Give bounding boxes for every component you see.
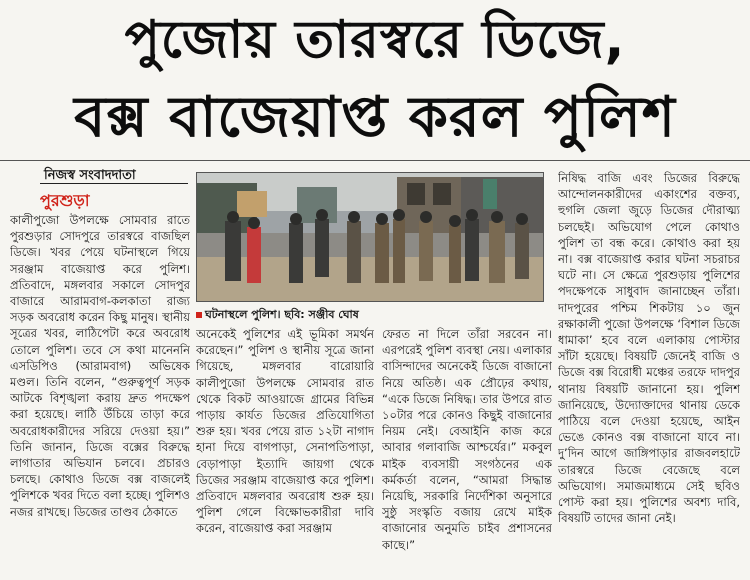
article-column-4 <box>558 170 740 572</box>
caption-credit: ছবি: সঞ্জীব ঘোষ <box>284 308 359 321</box>
news-photo <box>196 172 544 302</box>
photo-caption <box>196 306 359 325</box>
headline-line-1: পুজোয় তারস্বরে ডিজে, <box>124 10 626 70</box>
byline: নিজস্ব সংবাদদাতা <box>44 168 136 183</box>
article-column-2 <box>196 326 374 572</box>
byline-rule <box>40 183 188 184</box>
column-3-text: ফেরত না দিলে তাঁরা সরবেন না। এরপরেই পুলিশ ব্যবস্থা নেয়। এলাকার বাসিন্দাদের অনেকেই ডিজে বাজানো নিয়ে অতিষ্ঠ। এক প্রৌঢ়ের কথায়, “একে ডিজে নিষিদ্ধ। তার উপরে রাত ১০টার পরে কোনও কিছুই বাজানোর নিয়ম নেই। বেআইনি কাজ করে আবার গলাবাজি আশ্চর্যের।” মকবুল মাইক ব্যবসায়ী সংগঠনের এক কর্মকর্তা বলেন, “আমরা সিদ্ধান্ত নিয়েছি, সরকারি নির্দেশিকা অনুসারে সুষ্ঠু সংস্কৃতি বজায় রেখে মাইক বাজানোর অনুমতি চাইব প্রশাসনের কাছে।” <box>382 327 552 552</box>
headline-rule <box>0 160 750 161</box>
article-column-3 <box>382 326 552 572</box>
news-photo-illustration <box>197 173 544 302</box>
caption-marker <box>196 312 202 318</box>
column-4-text: নিষিদ্ধ বাজি এবং ডিজের বিরুদ্ধে আন্দোলনকারীদের একাংশের বক্তব্য, হুগলি জেলা জুড়ে ডিজের দৌরাত্ম্য চলছেই। অভিযোগ পেলে কোথাও পুলিশ তা বন্ধ করে। কোথাও করা হয় না। বক্স বাজেয়াপ্ত করার ঘটনা সচরাচর ঘটে না। সে ক্ষেত্রে পুরশুড়ায় পুলিশের পদক্ষেপকে সাধুবাদ জানাচ্ছেন তাঁরা। দাদপুরের পশ্চিম শিকটায় ১০ জুন রক্ষাকালী পুজো উপলক্ষে ‘বিশাল ডিজে ধামাকা’ হবে বলে এলাকায় পোস্টার সাঁটা হয়েছে। বিষয়টি জেনেই বাজি ও ডিজে বক্স বিরোধী মঞ্চের তরফে দাদপুর থানায় বিষয়টি জানানো হয়। পুলিশ জানিয়েছে, উদ্যোক্তাদের থানায় ডেকে পাঠিয়ে বলে দেওয়া হয়েছে, আইন ভেঙে কোনও বক্স বাজানো যাবে না। দু’দিন আগে জাঙ্গিপাড়ার রাজবলহাটে তারস্বরে ডিজে বেজেছে বলে অভিযোগ। সমাজমাধ্যমে সেই ছবিও পোস্ট করা হয়। পুলিশের অবশ্য দাবি, বিষয়টি তাদের জানা নেই। <box>558 171 740 526</box>
column-1-text: কালীপুজো উপলক্ষে সোমবার রাতে পুরশুড়ার সোদপুরে তারস্বরে বাজছিল ডিজে। খবর পেয়ে ঘটনাস্থলে গিয়ে সরঞ্জাম বাজেয়াপ্ত করে পুলিশ। প্রতিবাদে, মঙ্গলবার সকালে সোদপুর বাজারে আরামবাগ-কলকাতা রাজ্য সড়ক অবরোধ করেন কিছু মানুষ। স্থানীয় সূত্রের খবর, লাঠিপেটা করে অবরোধ তোলে পুলিশ। তবে সে কথা মানেননি এসডিপিও (আরামবাগ) অভিষেক মণ্ডল। তিনি বলেন, “গুরুত্বপূর্ণ সড়ক আটকে বিশৃঙ্খলা করায় দ্রুত পদক্ষেপ করা হয়েছে। লাঠি উঁচিয়ে তাড়া করে অবরোধকারীদের সরিয়ে দেওয়া হয়।” তিনি জানান, ডিজে বক্সের বিরুদ্ধে লাগাতার অভিযান চলবে। প্রচারও চলছে। কোথাও ডিজে বক্স বাজলেই পুলিশকে খবর দিতে বলা হচ্ছে। পুলিশও নজর রাখছে। ডিজের তাণ্ডব ঠেকাতে <box>10 213 190 519</box>
dateline: পুরশুড়া <box>40 191 90 210</box>
article-column-1 <box>10 212 190 572</box>
caption-lead: ঘটনাস্থলে পুলিশ। <box>205 308 281 321</box>
headline-line-2: বক্স বাজেয়াপ্ত করল পুলিশ <box>74 85 676 150</box>
column-2-text: অনেকেই পুলিশের এই ভূমিকা সমর্থন করেছেন।” পুলিশ ও স্থানীয় সূত্রে জানা গিয়েছে, মঙ্গলবার বারোয়ারি কালীপুজো উপলক্ষে সোমবার রাত থেকে বিকট আওয়াজে গ্রামের বিভিন্ন পাড়ায় কার্যত ডিজের প্রতিযোগিতা শুরু হয়। খবর পেয়ে রাত ১২টা নাগাদ হানা দিয়ে বাগপাড়া, সেনাপতিপাড়া, বেড়াপাড়া ইত্যাদি জায়গা থেকে ডিজের সরঞ্জাম বাজেয়াপ্ত করে পুলিশ। প্রতিবাদে মঙ্গলবার অবরোধ শুরু হয়। পুলিশ গেলে বিক্ষোভকারীরা দাবি করেন, বাজেয়াপ্ত করা সরঞ্জাম <box>196 327 374 536</box>
